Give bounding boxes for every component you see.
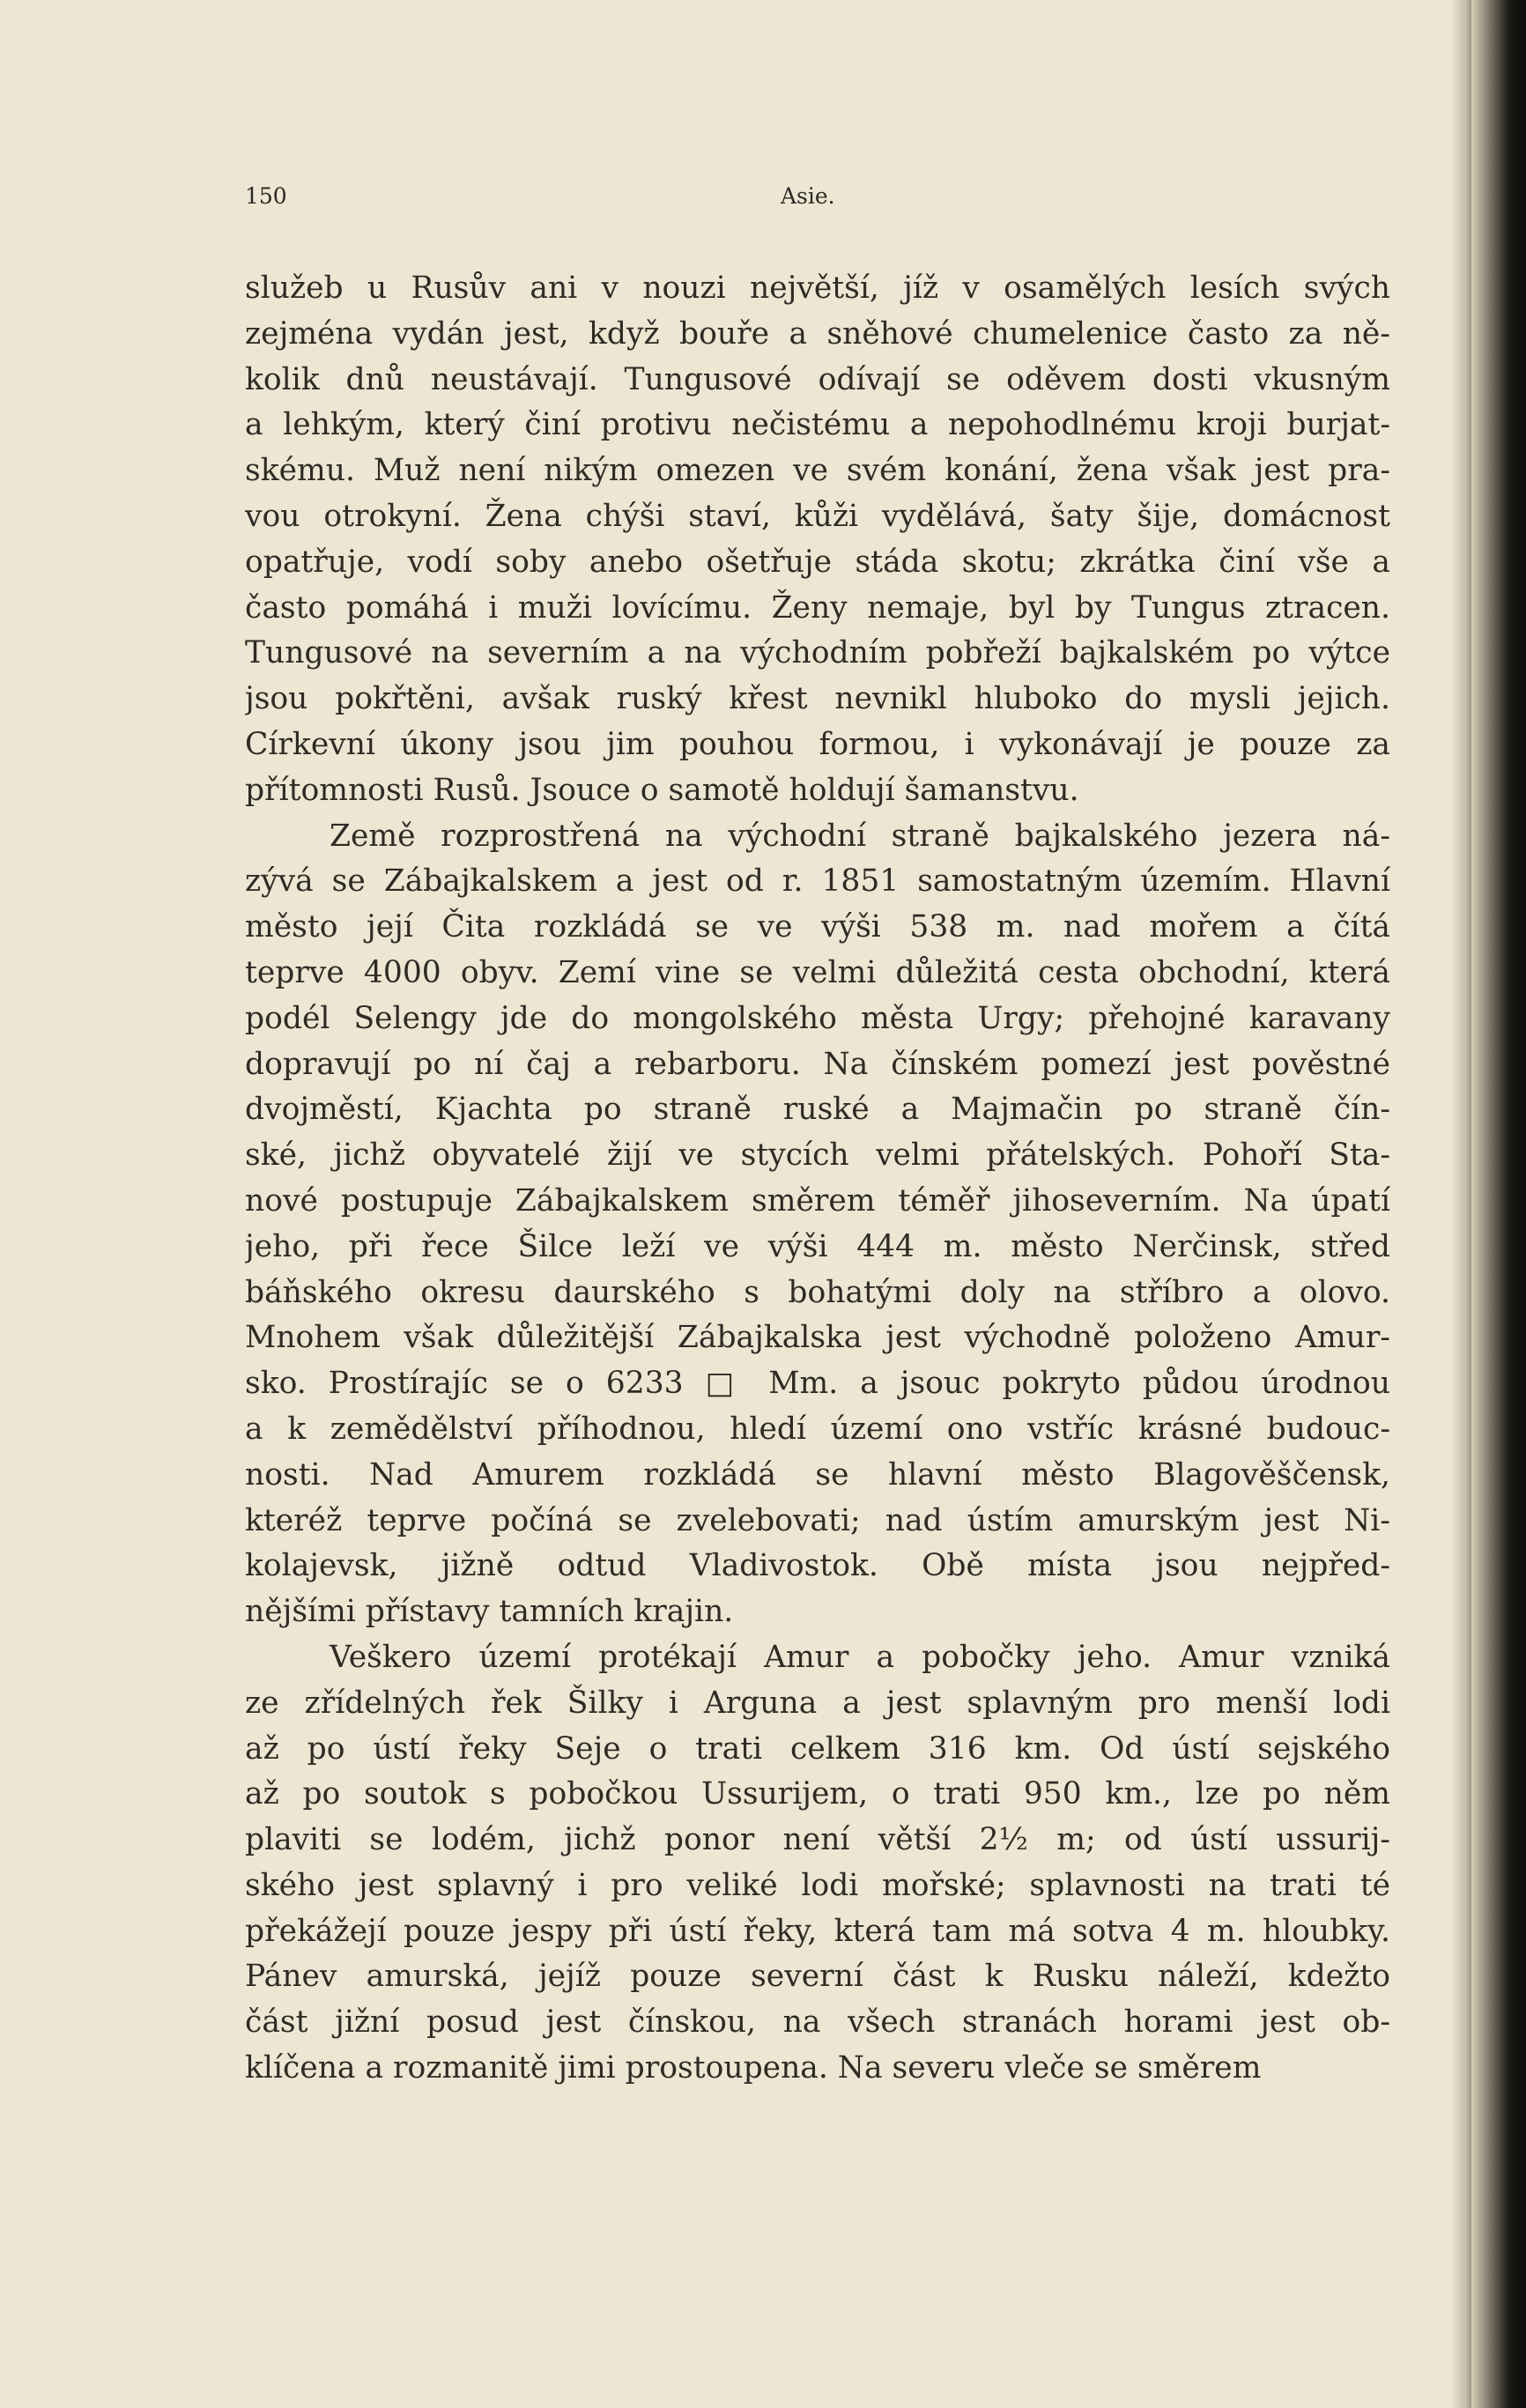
text-line: teprve 4000 obyv. Zemí vine se velmi důležitá cesta obchodní, která (245, 954, 1390, 990)
paragraph (245, 814, 1390, 1635)
body-text (245, 266, 1390, 2092)
paragraph (245, 266, 1390, 814)
text-line: zývá se Zábajkalskem a jest od r. 1851 samostatným územím. Hlavní (245, 863, 1390, 900)
text-line: sko. Prostírajíc se o 6233 □ Mm. a jsouc pokryto půdou úrodnou (245, 1366, 1390, 1402)
text-line: nové postupuje Zábajkalskem směrem téměř jihoseverním. Na úpatí (245, 1182, 1390, 1219)
text-line: podél Selengy jde do mongolského města Urgy; přehojné karavany (245, 1000, 1390, 1036)
text-line: překážejí pouze jespy při ústí řeky, která tam má sotva 4 m. hloubky. (245, 1913, 1390, 1949)
text-line: kteréž teprve počíná se zvelebovati; nad ústím amurským jest Ni- (245, 1502, 1390, 1538)
text-line: město její Čita rozkládá se ve výši 538 m. nad mořem a čítá (245, 909, 1390, 945)
book-binding-edge (1471, 0, 1526, 2408)
text-line: vou otrokyní. Žena chýši staví, kůži vydělává, šaty šije, domácnost (245, 498, 1390, 534)
text-line: Pánev amurská, jejíž pouze severní část k Rusku náleží, kdežto (245, 1959, 1390, 1995)
text-line: Mnohem však důležitější Zábajkalska jest východně položeno Amur- (245, 1320, 1390, 1356)
text-line: kolik dnů neustávají. Tungusové odívají se oděvem dosti vkusným (245, 361, 1390, 397)
text-line: a k zemědělství příhodnou, hledí území ono vstříc krásné budouc- (245, 1411, 1390, 1447)
text-line: nějšími přístavy tamních krajin. (245, 1594, 734, 1630)
text-line: a lehkým, který činí protivu nečistému a nepohodlnému kroji burjat- (245, 407, 1390, 443)
text-line: ského jest splavný i pro veliké lodi mořské; splavnosti na trati té (245, 1867, 1390, 1903)
running-head: Asie. (781, 183, 835, 209)
text-line: nosti. Nad Amurem rozkládá se hlavní město Blagověščensk, (245, 1456, 1390, 1493)
text-line: až po ústí řeky Seje o trati celkem 316 km. Od ústí sejského (245, 1730, 1390, 1767)
text-line: skému. Muž není nikým omezen ve svém konání, žena však jest pra- (245, 453, 1390, 489)
text-line: zejména vydán jest, když bouře a sněhové chumelenice často za ně- (245, 315, 1390, 352)
page-header (245, 183, 1390, 215)
text-line: ské, jichž obyvatelé žijí ve stycích velmi přátelských. Pohoří Sta- (245, 1137, 1390, 1174)
text-line: Země rozprostřená na východní straně bajkalského jezera ná- (330, 818, 1390, 854)
text-line: část jižní posud jest čínskou, na všech stranách horami jest ob- (245, 2004, 1390, 2041)
text-line: kolajevsk, jižně odtud Vladivostok. Obě místa jsou nejpřed- (245, 1548, 1390, 1584)
text-line: jsou pokřtěni, avšak ruský křest nevnikl hluboko do mysli jejich. (245, 681, 1390, 717)
text-line: přítomnosti Rusů. Jsouce o samotě holdují šamanstvu. (245, 772, 1079, 808)
text-line: až po soutok s pobočkou Ussurijem, o trati 950 km., lze po něm (245, 1776, 1390, 1812)
page-number: 150 (245, 183, 287, 209)
text-line: ze zřídelných řek Šilky i Arguna a jest splavným pro menší lodi (245, 1685, 1390, 1721)
text-line: dopravují po ní čaj a rebarboru. Na čínském pomezí jest pověstné (245, 1046, 1390, 1082)
text-line: Církevní úkony jsou jim pouhou formou, i vykonávají je pouze za (245, 726, 1390, 762)
text-line: služeb u Rusův ani v nouzi největší, jíž v osamělých lesích svých (245, 270, 1390, 306)
text-line: Veškero území protékají Amur a pobočky jeho. Amur vzniká (330, 1639, 1390, 1675)
text-line: opatřuje, vodí soby anebo ošetřuje stáda skotu; zkrátka činí vše a (245, 544, 1390, 580)
text-line: plaviti se lodém, jichž ponor není větší 2½ m; od ústí ussurij- (245, 1822, 1390, 1858)
text-line: klíčena a rozmanitě jimi prostoupena. Na severu vleče se směrem (245, 2050, 1262, 2086)
text-line: často pomáhá i muži lovícímu. Ženy nemaje, byl by Tungus ztracen. (245, 589, 1390, 626)
paragraph (245, 1635, 1390, 2092)
text-line: báňského okresu daurského s bohatými doly na stříbro a olovo. (245, 1274, 1390, 1310)
text-line: Tungusové na severním a na východním pobřeží bajkalském po výtce (245, 635, 1390, 671)
text-line: jeho, při řece Šilce leží ve výši 444 m. město Nerčinsk, střed (245, 1228, 1390, 1264)
text-line: dvojměstí, Kjachta po straně ruské a Majmačin po straně čín- (245, 1092, 1390, 1128)
